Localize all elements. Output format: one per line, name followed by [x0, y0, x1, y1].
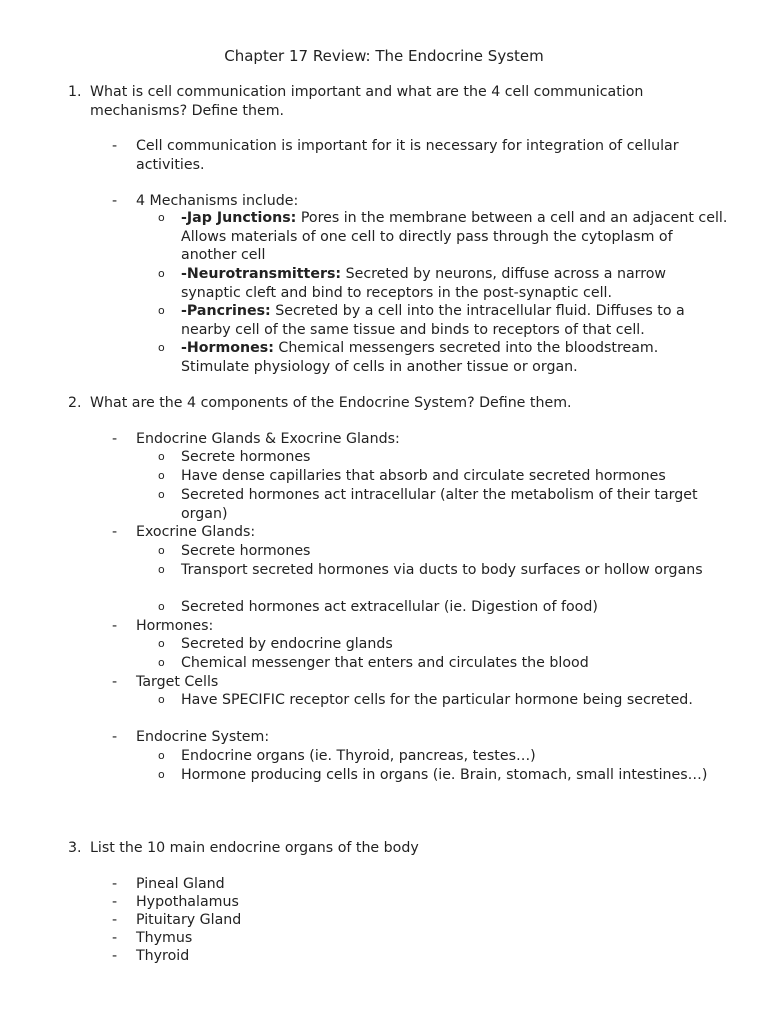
list-item — [158, 542, 728, 561]
list-item — [158, 598, 728, 617]
list-item-text: Have dense capillaries that absorb and circulate secreted hormones — [181, 468, 666, 484]
organ-item — [112, 875, 722, 894]
question-number: 3. — [68, 840, 82, 856]
bullet-marker: o — [158, 341, 165, 354]
bullet-marker: o — [158, 693, 165, 706]
organ-name: Hypothalamus — [136, 894, 239, 910]
list-item — [158, 467, 728, 486]
organ-item — [112, 947, 722, 966]
bullet-marker: o — [158, 450, 165, 463]
organ-name: Thymus — [136, 930, 193, 946]
question-1 — [68, 83, 728, 120]
dash-marker: - — [112, 729, 118, 745]
mechanism-definition: Chemical messengers secreted into the bloodstream. Stimulate physiology of cells in another tissue or organ. — [181, 340, 659, 375]
list-item-text: Have SPECIFIC receptor cells for the particular hormone being secreted. — [181, 692, 693, 708]
list-item-text: Secrete hormones — [181, 449, 311, 465]
bullet-marker: o — [158, 600, 165, 613]
question-text: What are the 4 components of the Endocrine System? Define them. — [90, 395, 572, 411]
component-group — [112, 728, 722, 747]
bullet-marker: o — [158, 211, 165, 224]
list-item — [158, 747, 728, 766]
list-item-text: Secrete hormones — [181, 543, 311, 559]
dash-marker: - — [112, 193, 118, 209]
bullet-marker: o — [158, 267, 165, 280]
question-text: What is cell communication important and what are the 4 cell communication mechanisms? Define them. — [90, 84, 644, 119]
organ-item — [112, 929, 722, 948]
bullet-marker: o — [158, 544, 165, 557]
list-item-text: Transport secreted hormones via ducts to body surfaces or hollow organs — [181, 562, 703, 578]
mechanism-term: -Neurotransmitters: — [181, 266, 342, 282]
mechanism-definition: Secreted by a cell into the intracellular fluid. Diffuses to a nearby cell of the same tissue and binds to receptors of that cell. — [181, 303, 685, 338]
component-label: Endocrine Glands & Exocrine Glands: — [136, 431, 400, 447]
organ-item — [112, 911, 722, 930]
mechanism-definition: Pores in the membrane between a cell and an adjacent cell. Allows materials of one cell to directly pass through the cytoplasm of another cell — [181, 210, 728, 263]
dash-marker: - — [112, 431, 118, 447]
q1-answer — [112, 137, 722, 174]
bullet-marker: o — [158, 637, 165, 650]
list-item — [158, 766, 728, 785]
mechanisms-intro-text: 4 Mechanisms include: — [136, 193, 299, 209]
dash-marker: - — [112, 618, 118, 634]
component-group — [112, 673, 722, 692]
bullet-marker: o — [158, 469, 165, 482]
list-item — [158, 691, 728, 710]
mechanism-item — [158, 209, 728, 265]
bullet-marker: o — [158, 304, 165, 317]
list-item-text: Endocrine organs (ie. Thyroid, pancreas, testes…) — [181, 748, 536, 764]
dash-marker: - — [112, 876, 118, 892]
mechanism-term: -Hormones: — [181, 340, 274, 356]
dash-marker: - — [112, 524, 118, 540]
list-item — [158, 635, 728, 654]
bullet-marker: o — [158, 749, 165, 762]
mechanism-definition: Secreted by neurons, diffuse across a narrow synaptic cleft and bind to receptors in the post-synaptic cell. — [181, 266, 667, 301]
list-item-text: Chemical messenger that enters and circulates the blood — [181, 655, 589, 671]
organ-name: Pituitary Gland — [136, 912, 242, 928]
bullet-marker: o — [158, 563, 165, 576]
mechanism-term: -Pancrines: — [181, 303, 271, 319]
mechanism-item — [158, 339, 728, 376]
list-item-text: Secreted hormones act intracellular (alter the metabolism of their target organ) — [181, 487, 698, 522]
dash-marker: - — [112, 948, 118, 964]
question-2 — [68, 394, 728, 413]
organ-name: Pineal Gland — [136, 876, 225, 892]
mechanism-item — [158, 265, 728, 302]
dash-marker: - — [112, 894, 118, 910]
list-item — [158, 654, 728, 673]
bullet-marker: o — [158, 768, 165, 781]
dash-marker: - — [112, 930, 118, 946]
bullet-marker: o — [158, 488, 165, 501]
component-label: Endocrine System: — [136, 729, 270, 745]
component-group — [112, 523, 722, 542]
bullet-marker: o — [158, 656, 165, 669]
question-3 — [68, 839, 728, 858]
dash-marker: - — [112, 138, 118, 154]
component-group — [112, 430, 722, 449]
question-number: 2. — [68, 395, 82, 411]
organ-item — [112, 893, 722, 912]
organ-name: Thyroid — [136, 948, 190, 964]
list-item — [158, 486, 728, 523]
component-group — [112, 617, 722, 636]
page-title: Chapter 17 Review: The Endocrine System — [224, 47, 544, 65]
question-number: 1. — [68, 84, 82, 100]
answer-text: Cell communication is important for it is necessary for integration of cellular activities. — [136, 138, 679, 173]
list-item-text: Hormone producing cells in organs (ie. Brain, stomach, small intestines…) — [181, 767, 708, 783]
question-text: List the 10 main endocrine organs of the body — [90, 840, 419, 856]
dash-marker: - — [112, 674, 118, 690]
q1-mechanisms-intro — [112, 192, 722, 211]
mechanism-item — [158, 302, 728, 339]
list-item — [158, 561, 728, 580]
component-label: Exocrine Glands: — [136, 524, 256, 540]
list-item-text: Secreted hormones act extracellular (ie. Digestion of food) — [181, 599, 598, 615]
dash-marker: - — [112, 912, 118, 928]
component-label: Target Cells — [136, 674, 219, 690]
mechanism-term: -Jap Junctions: — [181, 210, 297, 226]
list-item — [158, 448, 728, 467]
list-item-text: Secreted by endocrine glands — [181, 636, 393, 652]
component-label: Hormones: — [136, 618, 214, 634]
